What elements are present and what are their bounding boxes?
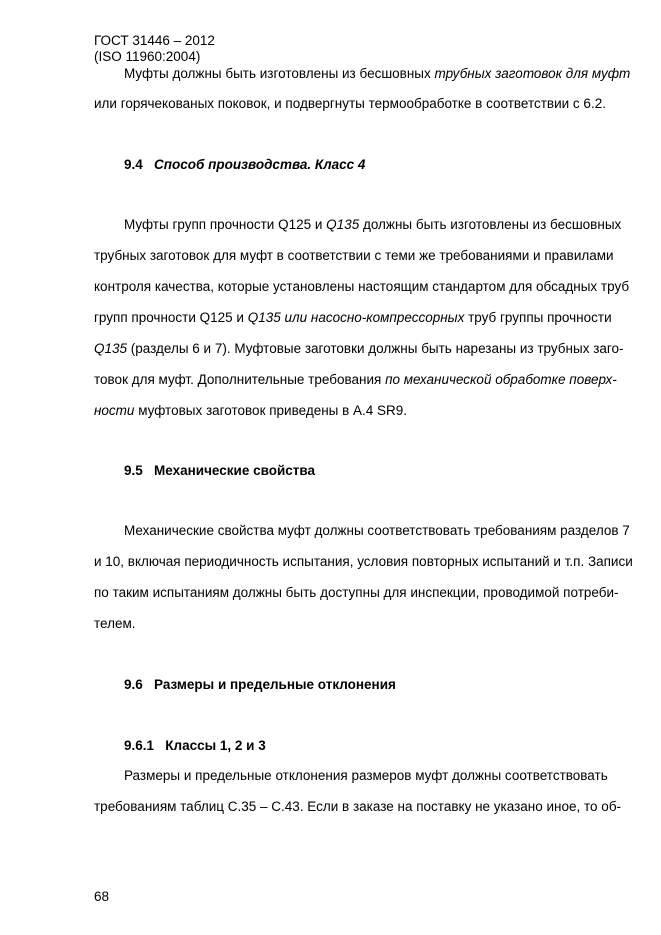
section-9-5-heading: 9.5 Механические свойства (124, 463, 316, 478)
s94-line-7: ности муфтовых заготовок приведены в А.4 SR9. (94, 403, 408, 418)
section-9-4-heading: 9.4 Способ производства. Класс 4 (124, 157, 366, 172)
section-9-6-1-heading: 9.6.1 Классы 1, 2 и 3 (124, 738, 266, 753)
s94-line-2: трубных заготовок для муфт в соответствии с теми же требованиями и правилами (94, 248, 614, 263)
s94-line-1: Муфты групп прочности Q125 и Q135 должны быть изготовлены из бесшовных (124, 217, 622, 232)
s94-line-3: контроля качества, которые установлены настоящим стандартом для обсадных труб (94, 279, 630, 294)
s961-line-1: Размеры и предельные отклонения размеров муфт должны соответствовать (124, 768, 608, 783)
s94-line-6: товок для муфт. Дополнительные требования по механической обработке поверх- (94, 372, 617, 387)
s961-line-2: требованиям таблиц С.35 – С.43. Если в заказе на поставку не указано иное, то об- (94, 799, 622, 814)
document-header-iso: (ISO 11960:2004) (94, 49, 201, 64)
s95-line-1: Механические свойства муфт должны соответствовать требованиям разделов 7 (124, 523, 630, 538)
s95-line-2: и 10, включая периодичность испытания, условия повторных испытаний и т.п. Записи (94, 554, 633, 569)
document-header-standard: ГОСТ 31446 – 2012 (94, 33, 215, 48)
page-number: 68 (94, 889, 110, 904)
intro-line-2: или горячекованых поковок, и подвергнуты термообработке в соответствии с 6.2. (94, 96, 606, 111)
s95-line-3: по таким испытаниям должны быть доступны для инспекции, проводимой потреби- (94, 585, 619, 600)
section-9-6-heading: 9.6 Размеры и предельные отклонения (124, 677, 396, 692)
intro-line-1: Муфты должны быть изготовлены из бесшовных трубных заготовок для муфт (124, 66, 631, 81)
s94-line-4: групп прочности Q125 и Q135 или насосно-компрессорных труб группы прочности (94, 310, 612, 325)
s95-line-4: телем. (94, 616, 136, 631)
s94-line-5: Q135 (разделы 6 и 7). Муфтовые заготовки должны быть нарезаны из трубных заго- (94, 341, 624, 356)
